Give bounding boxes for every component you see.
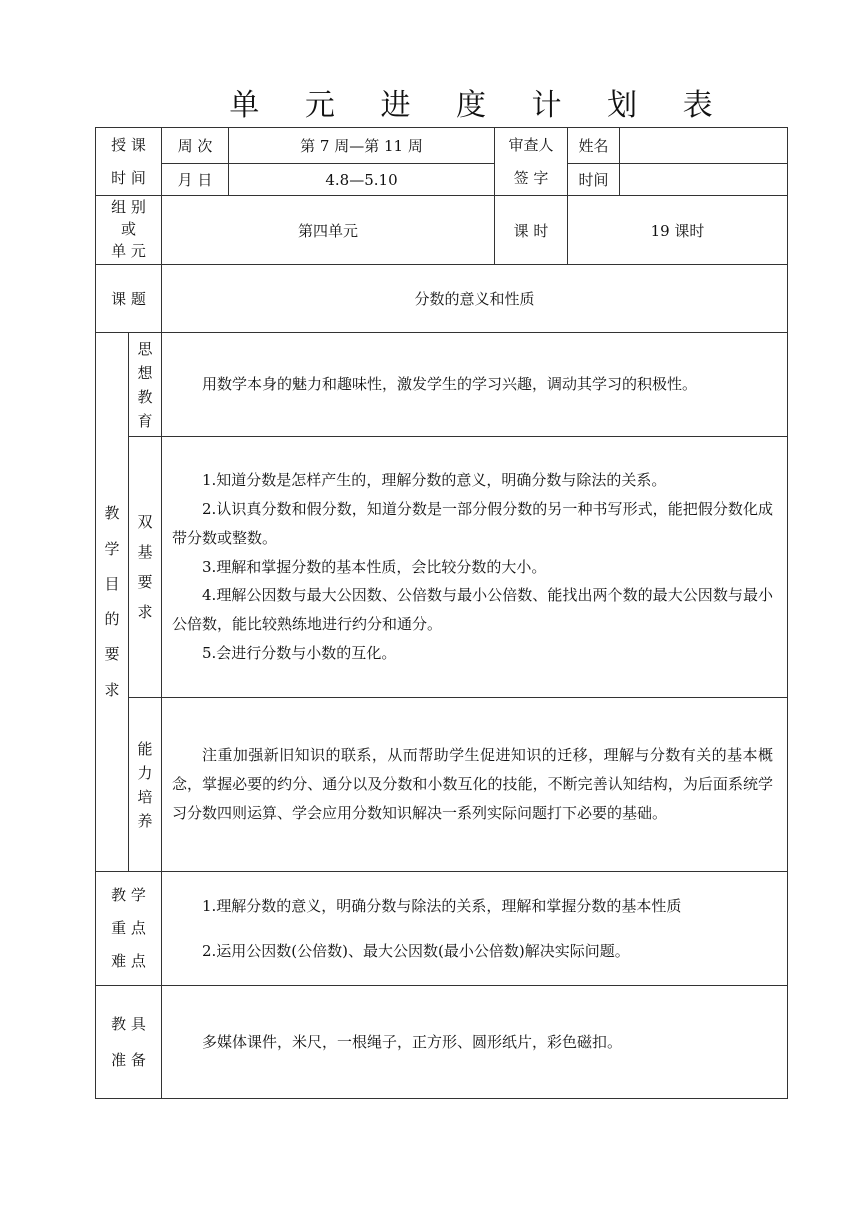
topic-label: 课 题 [96,265,162,333]
tools-label: 教 具 准 备 [96,986,162,1099]
basics-item: 1.知道分数是怎样产生的，理解分数的意义，明确分数与除法的关系。 [202,470,667,489]
basics-item: 4.理解公因数与最大公因数、公倍数与最小公倍数、能找出两个数的最大公因数与最小公倍数，能比较熟练地进行约分和通分。 [172,586,773,634]
week-value: 第 7 周—第 11 周 [229,128,495,164]
basics-label: 双 基 要 求 [129,437,162,698]
time-value [620,164,788,196]
page-title: 单 元 进 度 计 划 表 [229,88,731,123]
date-value: 4.8—5.10 [229,164,495,196]
focus-text [162,872,788,986]
topic-value: 分数的意义和性质 [162,265,788,333]
basics-item: 5.会进行分数与小数的互化。 [202,644,397,663]
name-label: 姓名 [568,128,620,164]
ability-text: 注重加强新旧知识的联系，从而帮助学生促进知识的迁移，理解与分数有关的基本概念，掌握必要的约分、通分以及分数和小数互化的技能，不断完善认知结构，为后面系统学习分数四则运算、学会应用分数知识解决一系列实际问题打下必要的基础。 [162,698,788,872]
tools-text: 多媒体课件，米尺，一根绳子，正方形、圆形纸片，彩色磁扣。 [162,986,788,1099]
basics-text [162,437,788,698]
time-label: 时间 [568,164,620,196]
goals-label: 教 学 目 的 要 求 [96,333,129,872]
unit-value: 第四单元 [162,196,495,265]
reviewer-label: 审查人 签 字 [495,128,568,196]
hours-label: 课 时 [495,196,568,265]
ability-label: 能 力 培 养 [129,698,162,872]
unit-label: 组 别 或 单 元 [96,196,162,265]
focus-label: 教 学 重 点 难 点 [96,872,162,986]
basics-item: 3.理解和掌握分数的基本性质，会比较分数的大小。 [202,557,547,576]
teach-time-label: 授 课 时 间 [96,128,162,196]
ideology-text: 用数学本身的魅力和趣味性，激发学生的学习兴趣，调动其学习的积极性。 [162,333,788,437]
week-label: 周 次 [162,128,229,164]
focus-item: 2.运用公因数(公倍数)、最大公因数(最小公倍数)解决实际问题。 [202,941,630,960]
ideology-label: 思 想 教 育 [129,333,162,437]
name-value [620,128,788,164]
focus-item: 1.理解分数的意义，明确分数与除法的关系，理解和掌握分数的基本性质 [202,896,682,915]
date-label: 月 日 [162,164,229,196]
basics-item: 2.认识真分数和假分数，知道分数是一部分假分数的另一种书写形式，能把假分数化成带分数或整数。 [172,499,773,547]
hours-value: 19 课时 [568,196,788,265]
plan-table [95,127,788,1099]
